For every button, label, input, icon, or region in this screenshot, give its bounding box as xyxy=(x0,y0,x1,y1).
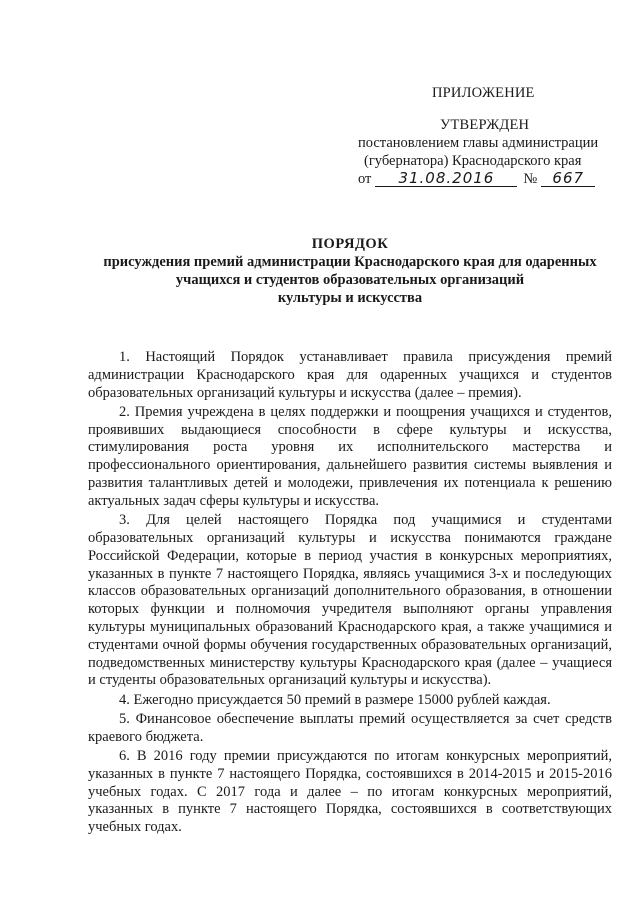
document-body xyxy=(88,349,612,839)
paragraph-2: 2. Премия учреждена в целях поддержки и поощрения учащихся и студентов, проявивших выдающиеся способности в сфере культуры и искусства, стимулирования роста уровня их исполнительского мастерства и профессионального ориентирования, дальнейшего развития системы выявления и развития талантливых детей и молодежи, привлечения их потенциала к решению актуальных задач сферы культуры и искусства. xyxy=(88,403,612,509)
approved-label: УТВЕРЖДЕН xyxy=(440,117,530,133)
paragraph-6: 6. В 2016 году премии присуждаются по итогам конкурсных мероприятий, указанных в пункте 7 настоящего Порядка, состоявшихся в 2014-2015 и 2015-2016 учебных годах. С 2017 года и далее – по итогам конкурсных мероприятий, указанных в пункте 7 настоящего Порядка, состоявшихся в соответствующих учебных годах. xyxy=(88,748,612,836)
document-subtitle-line-3: культуры и искусства xyxy=(277,290,423,306)
document-title-block xyxy=(60,235,640,307)
paragraph-5: 5. Финансовое обеспечение выплаты премий осуществляется за счет средств краевого бюджета. xyxy=(88,710,612,745)
handwritten-number: 667 xyxy=(541,170,595,187)
paragraph-1: 1. Настоящий Порядок устанавливает правила присуждения премий администрации Краснодарского края для одаренных учащихся и студентов образовательных организаций культуры и искусства (далее – премия). xyxy=(88,349,612,401)
handwritten-date: 31.08.2016 xyxy=(375,170,517,187)
document-subtitle-line-2: учащихся и студентов образовательных организаций xyxy=(175,272,525,288)
appendix-label: ПРИЛОЖЕНИЕ xyxy=(432,85,535,101)
approved-by-line-1: постановлением главы администрации xyxy=(358,135,599,151)
date-prefix: от xyxy=(358,171,372,187)
document-title: ПОРЯДОК xyxy=(311,236,389,252)
date-number-line xyxy=(358,168,595,190)
approved-by-line-2: (губернатора) Краснодарского края xyxy=(364,153,582,169)
paragraph-4: 4. Ежегодно присуждается 50 премий в размере 15000 рублей каждая. xyxy=(119,691,551,708)
number-sign: № xyxy=(523,171,538,187)
paragraph-3: 3. Для целей настоящего Порядка под учащимися и студентами образовательных организаций культуры и искусства понимаются граждане Российской Федерации, которые в период участия в конкурсных мероприятиях, указанных в пункте 7 настоящего Порядка, являясь учащимися 3-х и последующих классов образовательных организаций дополнительного образования, в отношении которых функции и полномочия учредителя выполняют органы управления культуры муниципальных образований Краснодарского края, а также учащимися и студентами очной формы обучения государственных образовательных организаций, подведомственных министерству культуры Краснодарского края (далее – учащиеся и студенты образовательных организаций культуры и искусства). xyxy=(88,512,612,689)
document-subtitle-line-1: присуждения премий администрации Краснодарского края для одаренных xyxy=(103,254,597,270)
